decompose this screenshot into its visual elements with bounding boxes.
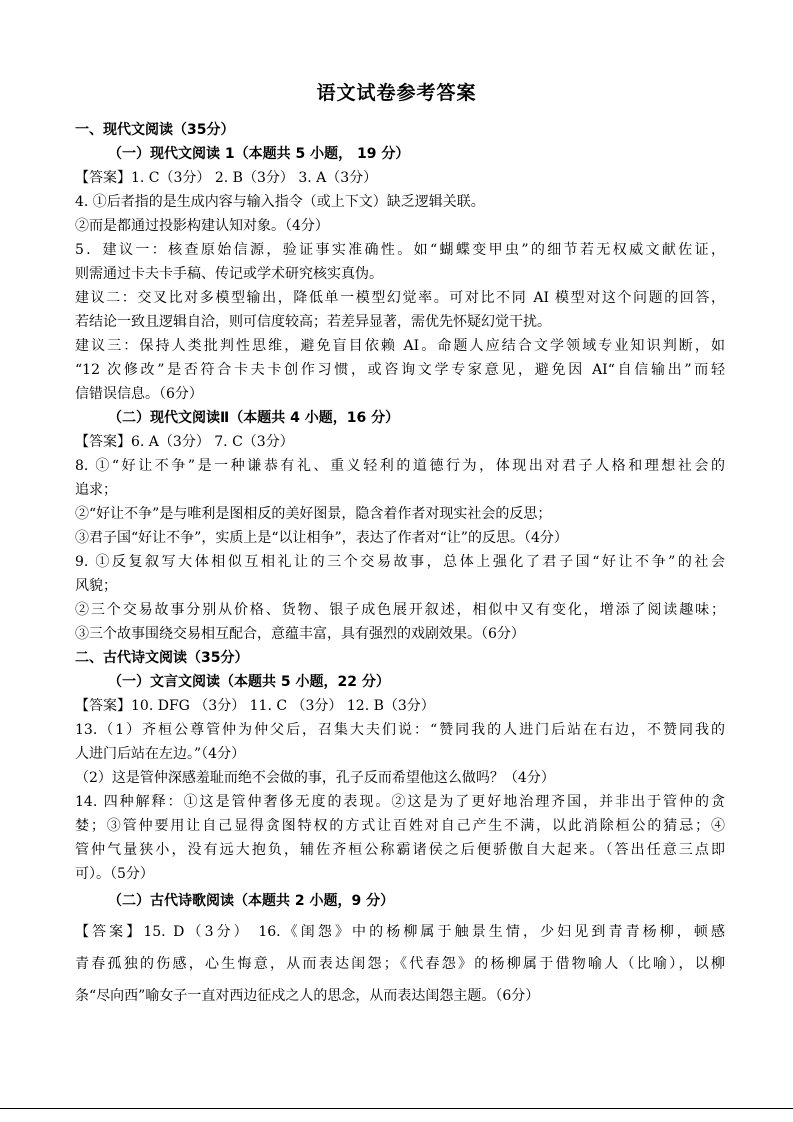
answer-line: 青春孤独的伤感，心生悔意，从而表达闺怨；《代春怨》的杨柳属于借物喻人（比喻），以柳 xyxy=(75,956,725,972)
answer-line: 可）。（5分） xyxy=(75,866,154,882)
answer-line: 信错误信息。（6分） xyxy=(75,386,203,402)
answer-line: 风貌； xyxy=(75,578,117,594)
answer-line: 【答案】6. A（3分） 7. C（3分） xyxy=(75,434,294,450)
subsection-heading: （一）文言文阅读（本题共 5 小题，22 分） xyxy=(108,674,390,690)
page-title: 语文试卷参考答案 xyxy=(316,82,477,104)
answer-line: 建议三：保持人类批判性思维，避免盲目依赖 AI。命题人应结合文学领域专业知识判断，如 xyxy=(75,338,725,354)
answer-line: 条“尽向西”喻女子一直对西边征戍之人的思念，从而表达闺怨主题。（6分） xyxy=(75,988,540,1004)
answer-line: ②三个交易故事分别从价格、货物、银子成色展开叙述，相似中又有变化，增添了阅读趣味； xyxy=(75,602,725,618)
answer-line: “12 次修改”是否符合卡夫卡创作习惯，或咨询文学专家意见，避免因 AI“自信输出”而轻 xyxy=(75,362,725,378)
subsection-heading: （二）古代诗歌阅读（本题共 2 小题，9 分） xyxy=(108,893,395,909)
answer-line: 则需通过卡夫卡手稿、传记或学术研究核实真伪。 xyxy=(75,266,383,282)
answer-line: 建议二：交叉比对多模型输出，降低单一模型幻觉率。可对比不同 AI 模型对这个问题的回答， xyxy=(75,290,725,306)
section-heading: 二、古代诗文阅读（35分） xyxy=(75,650,249,666)
bottom-divider xyxy=(0,1108,793,1109)
answer-line: ③君子国“好让不争”，实质上是“以让相争”，表达了作者对“让”的反思。（4分） xyxy=(75,530,568,546)
subsection-heading: （一）现代文阅读 1（本题共 5 小题， 19 分） xyxy=(108,146,410,162)
answer-line: ②而是都通过投影构建认知对象。（4分） xyxy=(75,218,329,234)
answer-line: 13.（1）齐桓公尊管仲为仲父后，召集大夫们说：“赞同我的人进门后站在右边，不赞同我的 xyxy=(75,722,725,738)
answer-line: 【答案】15. D（3分） 16.《闺怨》中的杨柳属于触景生情，少妇见到青青杨柳，顿感 xyxy=(75,924,725,940)
answer-line: 人进门后站在左边。”（4分） xyxy=(75,746,246,762)
answer-line: 5．建议一：核查原始信源，验证事实准确性。如“蝴蝶变甲虫”的细节若无权威文献佐证， xyxy=(75,242,725,258)
answer-line: 婪；③管仲要用让自己显得贪图特权的方式让百姓对自己产生不满，以此消除桓公的猜忌；④ xyxy=(75,818,725,834)
answer-line: 4. ①后者指的是生成内容与输入指令（或上下文）缺乏逻辑关联。 xyxy=(75,194,485,210)
answer-line: （2）这是管仲深感羞耻而绝不会做的事，孔子反而希望他这么做吗？（4分） xyxy=(75,770,555,786)
answer-line: 9. ①反复叙写大体相似互相礼让的三个交易故事，总体上强化了君子国“好让不争”的社会 xyxy=(75,554,725,570)
answer-line: 若结论一致且逻辑自洽，则可信度较高；若差异显著，需优先怀疑幻觉干扰。 xyxy=(75,314,551,330)
section-heading: 一、现代文阅读（35分） xyxy=(75,122,235,138)
answer-line: 【答案】1. C（3分） 2. B（3分） 3. A（3分） xyxy=(75,170,378,186)
answer-line: 管仲气量狭小，没有远大抱负，辅佐齐桓公称霸诸侯之后便骄傲自大起来。（答出任意三点即 xyxy=(75,842,725,858)
answer-line: 【答案】10. DFG （3分） 11. C （3分） 12. B（3分） xyxy=(75,698,435,714)
answer-line: ②“好让不争”是与唯利是图相反的美好图景，隐含着作者对现实社会的反思； xyxy=(75,506,552,522)
answer-line: 追求； xyxy=(75,482,117,498)
answer-line: 8. ①“好让不争”是一种谦恭有礼、重义轻利的道德行为，体现出对君子人格和理想社会的 xyxy=(75,458,725,474)
subsection-heading: （二）现代文阅读Ⅱ（本题共 4 小题，16 分） xyxy=(108,410,400,426)
answer-line: 14. 四种解释：①这是管仲奢侈无度的表现。②这是为了更好地治理齐国，并非出于管仲的贪 xyxy=(75,794,725,810)
answer-line: ③三个故事围绕交易相互配合，意蕴丰富，具有强烈的戏剧效果。（6分） xyxy=(75,626,525,642)
